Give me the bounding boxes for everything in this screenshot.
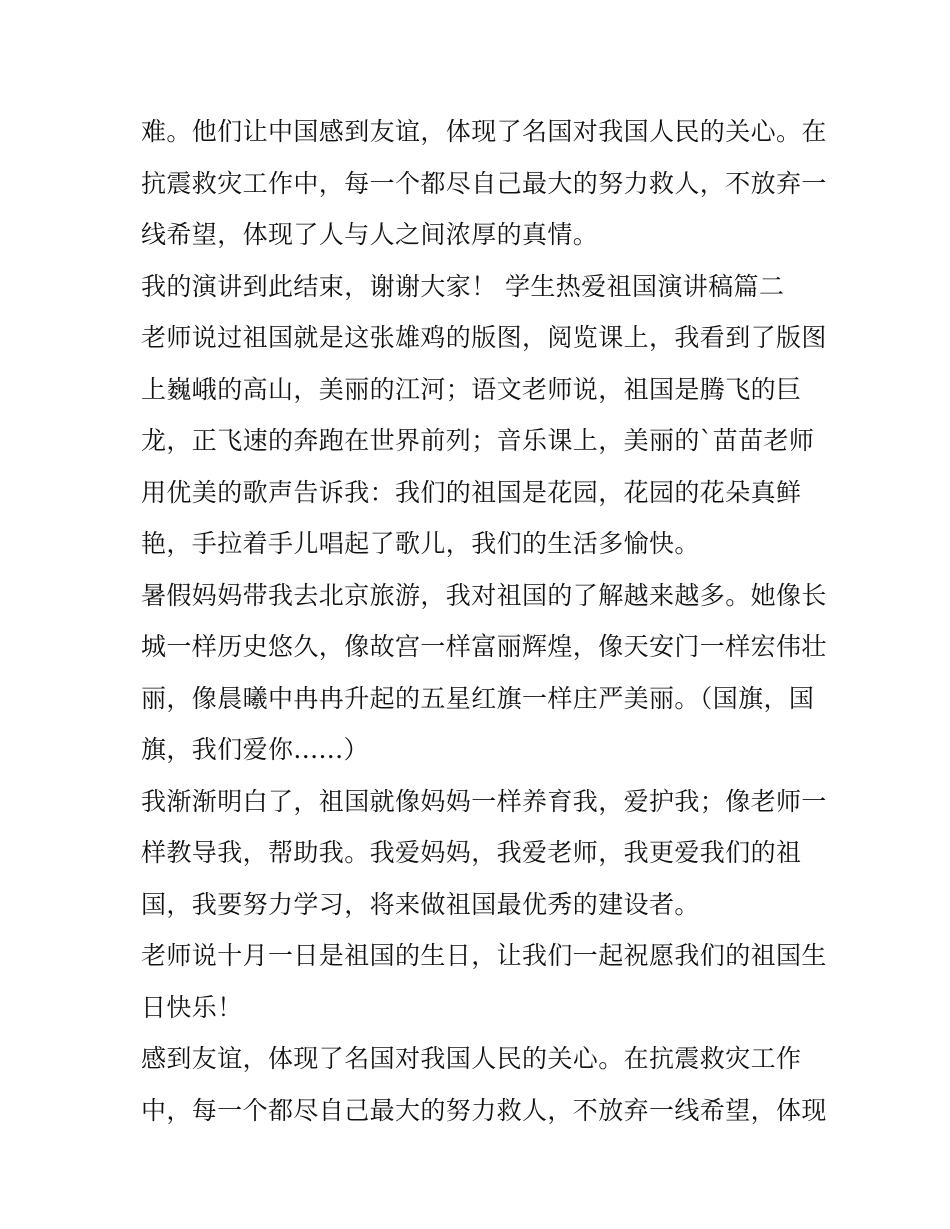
text-line: 用优美的歌声告诉我：我们的祖国是花园，花园的花朵真鲜 [141, 477, 802, 507]
text-line: 线希望，体现了人与人之间浓厚的真情。 [141, 220, 599, 249]
text-line: 老师说过祖国就是这张雄鸡的版图，阅览课上，我看到了版图 [141, 323, 827, 352]
text-line: 中，每一个都尽自己最大的努力救人，不放弃一线希望，体现 [141, 1095, 827, 1125]
text-line: 感到友谊，体现了名国对我国人民的关心。在抗震救灾工作 [141, 1044, 802, 1073]
text-line: 上巍峨的高山，美丽的江河；语文老师说，祖国是腾飞的巨 [141, 374, 802, 404]
text-line: 样教导我，帮助我。我爱妈妈，我爱老师，我更爱我们的祖 [141, 838, 802, 867]
text-line: 丽，像晨曦中冉冉升起的五星红旗一样庄严美丽。（国旗，国 [141, 683, 815, 713]
text-line: 龙，正飞速的奔跑在世界前列；音乐课上，美丽的`苗苗老师 [141, 426, 815, 455]
text-line: 艳，手拉着手儿唱起了歌儿，我们的生活多愉快。 [141, 529, 700, 558]
text-line: 难。他们让中国感到友谊，体现了名国对我国人民的关心。在 [141, 117, 827, 146]
text-line: 老师说十月一日是祖国的生日，让我们一起祝愿我们的祖国生 [141, 941, 827, 970]
text-line: 暑假妈妈带我去北京旅游，我对祖国的了解越来越多。她像长 [141, 580, 827, 610]
text-line: 国，我要努力学习，将来做祖国最优秀的建设者。 [141, 889, 700, 919]
text-line: 旗，我们爱你......） [141, 735, 369, 764]
text-line: 城一样历史悠久，像故宫一样富丽辉煌，像天安门一样宏伟壮 [141, 632, 827, 661]
body-text [141, 106, 827, 1136]
text-line: 我的演讲到此结束，谢谢大家！ 学生热爱祖国演讲稿篇二 [141, 271, 785, 301]
text-line: 我渐渐明白了，祖国就像妈妈一样养育我，爱护我；像老师一 [141, 786, 827, 816]
text-line: 抗震救灾工作中，每一个都尽自己最大的努力救人，不放弃一 [141, 168, 827, 198]
text-line: 日快乐！ [141, 992, 243, 1022]
